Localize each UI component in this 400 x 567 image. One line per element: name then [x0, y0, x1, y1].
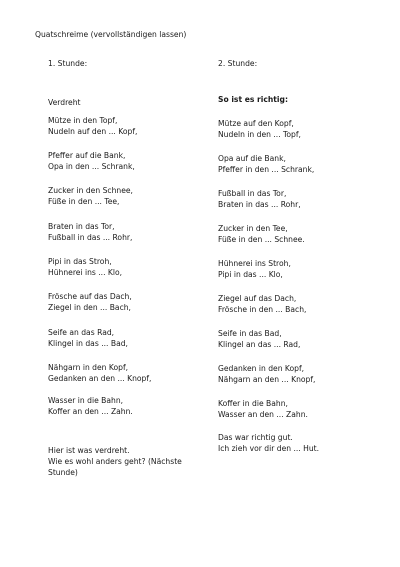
verse-line: Ziegel auf das Dach, [218, 294, 297, 303]
verse-line: Mütze in den Topf, [48, 116, 118, 125]
verse-line: Zucker in den Schnee, [48, 186, 133, 195]
verse-line: Füße in den ... Tee, [48, 197, 120, 206]
right-column-heading: 2. Stunde: [218, 59, 258, 68]
verse-line: Frösche in den ... Bach, [218, 305, 307, 314]
right-stanza [218, 293, 388, 315]
verse-line: Frösche auf das Dach, [48, 292, 132, 301]
right-stanza [218, 398, 388, 420]
verse-line: Ziegel in den ... Bach, [48, 303, 131, 312]
page-title: Quatschreime (vervollständigen lassen) [35, 30, 187, 39]
right-stanza [218, 223, 388, 245]
left-column [48, 97, 218, 108]
right-stanza [218, 118, 388, 140]
verse-line: Hühnerei ins Stroh, [218, 259, 291, 268]
verse-line: Pipi in das Stroh, [48, 257, 112, 266]
left-stanza [48, 291, 218, 313]
verse-line: Das war richtig gut. [218, 433, 293, 442]
verse-line: Mütze auf den Kopf, [218, 119, 294, 128]
verse-line: Nähgarn in den Kopf, [48, 363, 129, 372]
verse-line: Pfeffer in den ... Schrank, [218, 165, 315, 174]
left-stanza [48, 445, 218, 478]
verse-line: Wie es wohl anders geht? (Nächste [48, 457, 182, 466]
left-stanza [48, 256, 218, 278]
verse-line: Wasser an den ... Zahn. [218, 410, 308, 419]
verse-line: Seife in das Bad, [218, 329, 282, 338]
left-stanza [48, 185, 218, 207]
verse-line: Hier ist was verdreht. [48, 446, 130, 455]
verse-line: Pfeffer auf die Bank, [48, 151, 126, 160]
verse-line: Nähgarn an den ... Knopf, [218, 375, 316, 384]
verse-line: Seife an das Rad, [48, 328, 115, 337]
right-stanza [218, 432, 388, 454]
left-stanza [48, 362, 218, 384]
left-stanza [48, 395, 218, 417]
verse-line: Braten in das ... Rohr, [218, 200, 301, 209]
verse-line: Fußball in das ... Rohr, [48, 233, 133, 242]
right-stanza [218, 363, 388, 385]
verse-line: Füße in den ... Schnee. [218, 235, 305, 244]
right-stanza [218, 188, 388, 210]
verse-line: Ich zieh vor dir den ... Hut. [218, 444, 320, 453]
verse-line: Koffer in die Bahn, [218, 399, 288, 408]
verse-line: Nudeln auf den ... Kopf, [48, 127, 138, 136]
verse-line: Pipi in das ... Klo, [218, 270, 283, 279]
verse-line: Opa in den ... Schrank, [48, 162, 135, 171]
verse-line: Braten in das Tor, [48, 222, 115, 231]
verse-line: Zucker in den Tee, [218, 224, 288, 233]
verse-line: Klingel an das ... Rad, [218, 340, 301, 349]
left-stanza [48, 115, 218, 137]
left-stanza [48, 221, 218, 243]
verse-line: Koffer an den ... Zahn. [48, 407, 133, 416]
left-subheading: Verdreht [48, 98, 81, 107]
verse-line: Wasser in die Bahn, [48, 396, 124, 405]
verse-line: Hühnerei ins ... Klo, [48, 268, 123, 277]
left-stanza [48, 327, 218, 349]
verse-line: Stunde) [48, 468, 78, 477]
verse-line: Gedanken in den Kopf, [218, 364, 305, 373]
verse-line: Fußball in das Tor, [218, 189, 287, 198]
verse-line: Nudeln in den ... Topf, [218, 130, 301, 139]
right-subheading: So ist es richtig: [218, 95, 289, 104]
left-stanza [48, 150, 218, 172]
verse-line: Klingel in das ... Bad, [48, 339, 128, 348]
right-stanza [218, 328, 388, 350]
right-column [218, 94, 388, 105]
left-column-heading: 1. Stunde: [48, 59, 88, 68]
right-stanza [218, 258, 388, 280]
right-stanza [218, 153, 388, 175]
verse-line: Opa auf die Bank, [218, 154, 286, 163]
verse-line: Gedanken an den ... Knopf, [48, 374, 152, 383]
